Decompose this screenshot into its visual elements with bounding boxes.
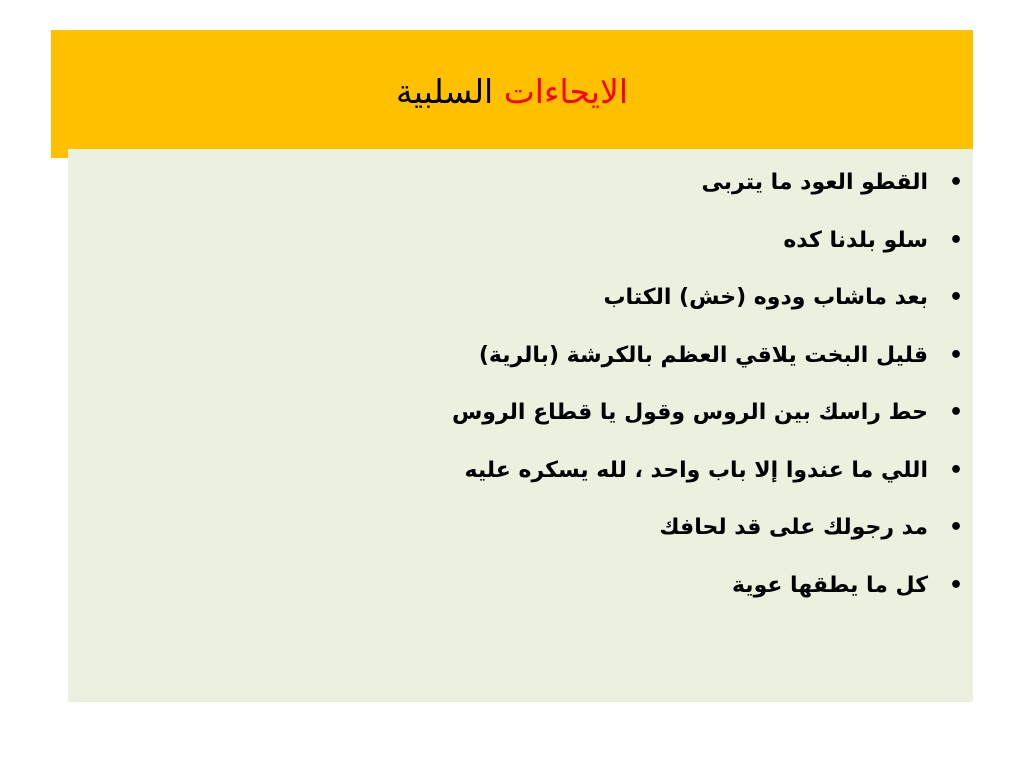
bullet-item (452, 327, 964, 385)
slide-title-rest: السلبية (396, 72, 494, 111)
bullet-text: حط راسك بين الروس وقول يا قطاع الروس (451, 400, 928, 425)
bullet-dot-icon: • (948, 400, 964, 425)
bullet-text: اللي ما عندوا إلا باب واحد ، لله يسكره عليه (464, 457, 928, 483)
bullet-text: سلو بلدنا كده (783, 227, 928, 253)
slide-title-accent: الايحاءات (503, 72, 628, 111)
bullet-text: مد رجولك على قد لحافك (659, 515, 928, 540)
bullet-item (452, 557, 964, 615)
bullet-dot-icon: • (948, 285, 964, 310)
bullet-text: القطو العود ما يتربى (701, 170, 928, 195)
bullet-item (452, 384, 964, 442)
bullet-dot-icon: • (948, 170, 964, 195)
bullet-dot-icon: • (948, 227, 964, 253)
bullet-item (452, 499, 964, 557)
bullet-text: بعد ماشاب ودوه (خش) الكتاب (603, 285, 928, 310)
bullet-item (452, 154, 964, 212)
bullet-dot-icon: • (948, 342, 964, 368)
bullet-dot-icon: • (948, 457, 964, 483)
bullet-item (452, 442, 964, 500)
bullet-dot-icon: • (948, 515, 964, 540)
bullet-text: كل ما يطقها عوية (731, 572, 928, 598)
bullet-text: قليل البخت يلاقي العظم بالكرشة (بالرية) (478, 342, 928, 368)
bullet-item (452, 269, 964, 327)
bullet-dot-icon: • (948, 572, 964, 598)
bullet-item (452, 212, 964, 270)
slide-title (51, 30, 973, 158)
bullet-list (452, 154, 964, 614)
